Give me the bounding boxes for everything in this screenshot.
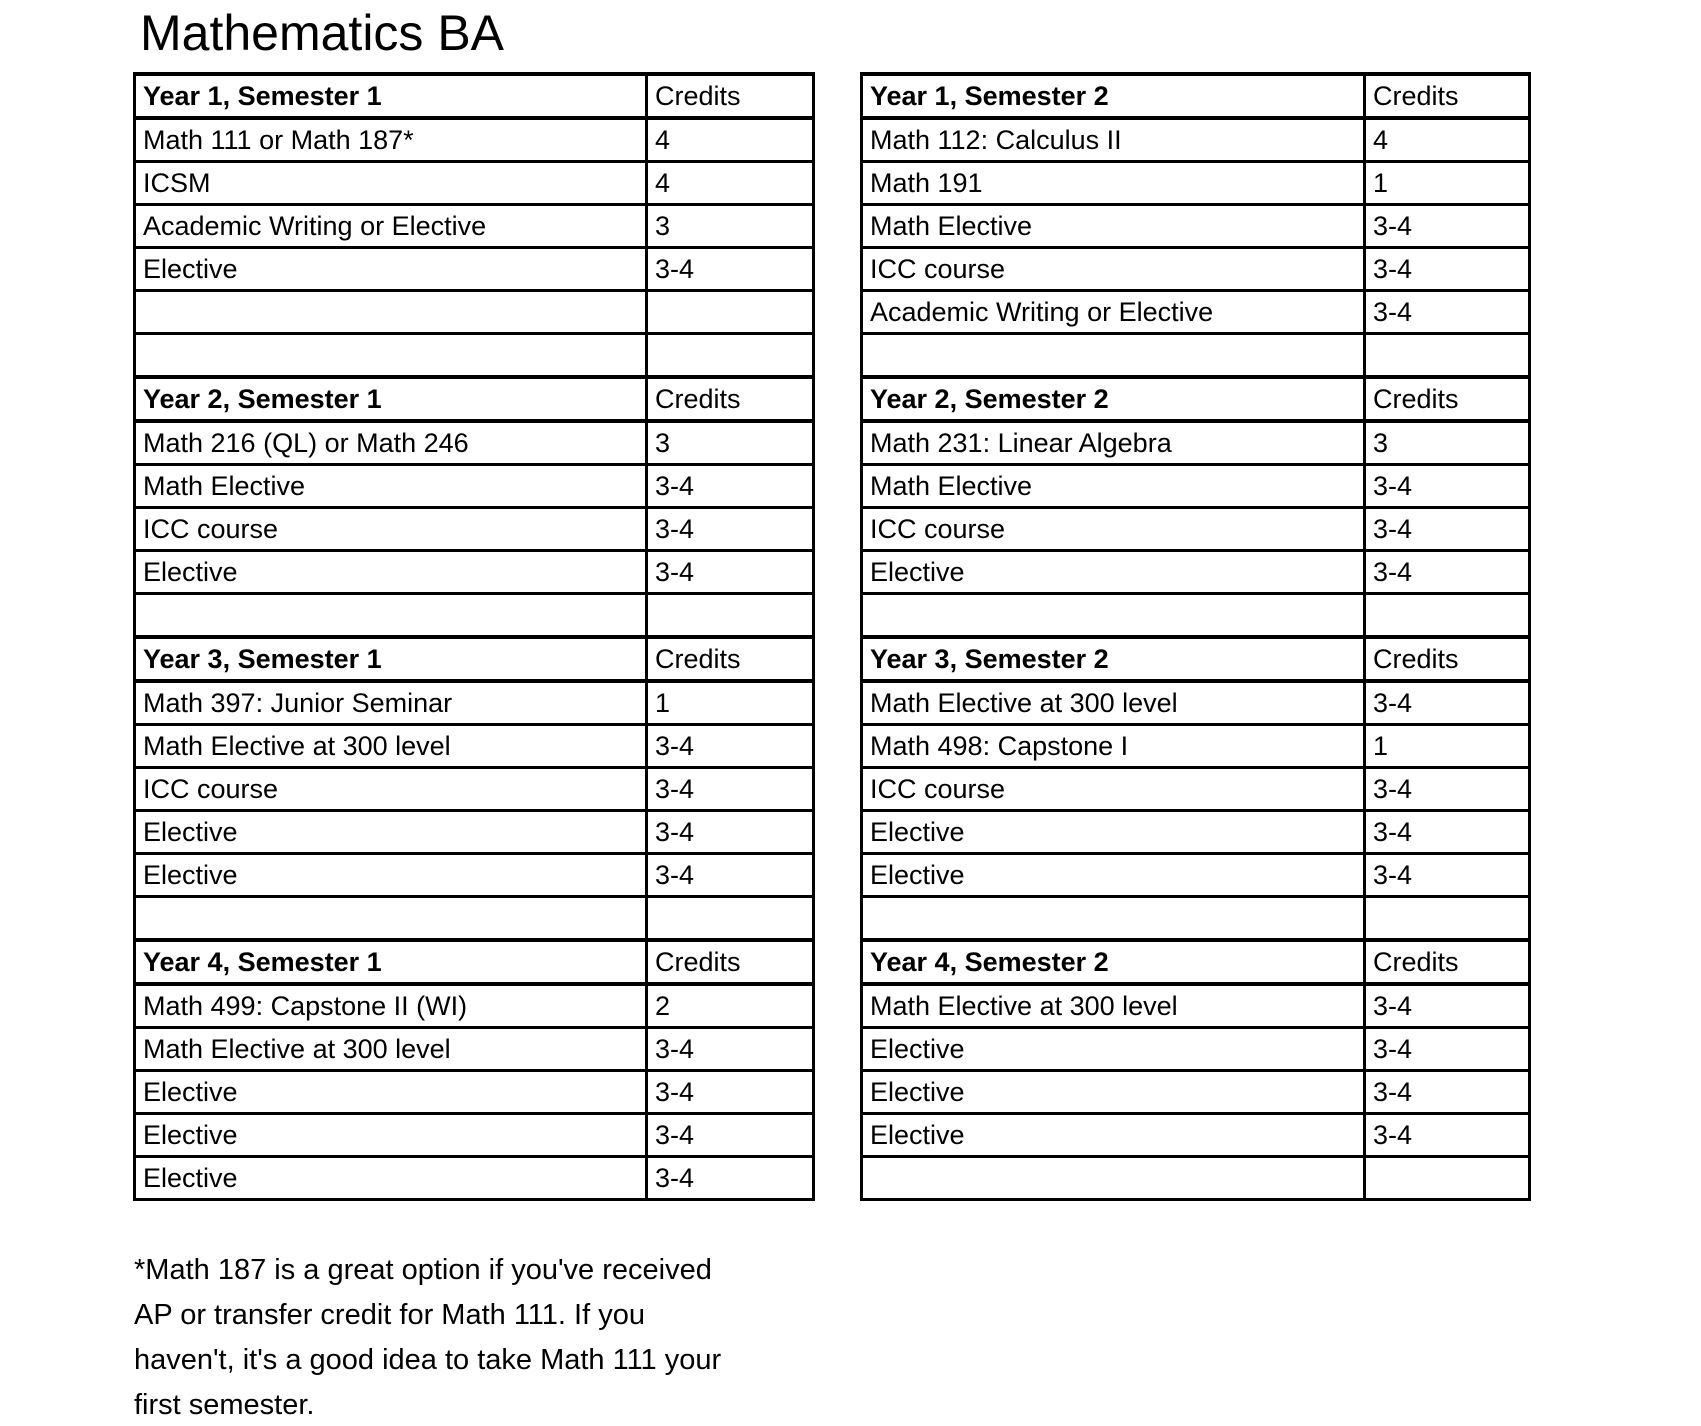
section-title-cell: Year 3, Semester 2 xyxy=(862,637,1365,681)
credits-header-cell: Credits xyxy=(1365,637,1530,681)
course-row xyxy=(135,681,814,725)
course-row xyxy=(862,984,1530,1028)
empty-row xyxy=(862,1157,1530,1200)
course-row xyxy=(862,248,1530,291)
course-row xyxy=(862,1114,1530,1157)
credits-header-cell: Credits xyxy=(1365,377,1530,421)
course-name-cell xyxy=(862,897,1365,941)
footnote xyxy=(134,1248,721,1426)
credits-header-cell: Credits xyxy=(1365,940,1530,984)
empty-row xyxy=(862,897,1530,941)
course-row xyxy=(862,508,1530,551)
course-row xyxy=(862,162,1530,205)
course-name-cell: Math Elective xyxy=(862,465,1365,508)
course-row xyxy=(862,854,1530,897)
course-name-cell xyxy=(862,334,1365,378)
course-name-cell: Math Elective xyxy=(135,465,647,508)
course-name-cell: ICC course xyxy=(135,508,647,551)
section-header-row xyxy=(862,74,1530,118)
semester-plan-table-right xyxy=(860,72,1531,1201)
course-row xyxy=(862,465,1530,508)
course-name-cell: Math 216 (QL) or Math 246 xyxy=(135,421,647,465)
section-title-cell: Year 4, Semester 2 xyxy=(862,940,1365,984)
course-row xyxy=(862,421,1530,465)
credits-cell xyxy=(647,897,814,941)
course-row xyxy=(135,1028,814,1071)
course-name-cell: Math 112: Calculus II xyxy=(862,118,1365,162)
credits-cell xyxy=(1365,897,1530,941)
course-name-cell: Elective xyxy=(135,248,647,291)
course-name-cell: Math 111 or Math 187* xyxy=(135,118,647,162)
footnote-line: *Math 187 is a great option if you've received xyxy=(134,1254,712,1286)
footnote-line: first semester. xyxy=(134,1389,315,1421)
credits-cell: 3-4 xyxy=(1365,768,1530,811)
course-name-cell: Academic Writing or Elective xyxy=(862,291,1365,334)
credits-cell: 3 xyxy=(1365,421,1530,465)
course-name-cell: Elective xyxy=(862,551,1365,594)
course-row xyxy=(135,465,814,508)
empty-row xyxy=(135,897,814,941)
credits-header-cell: Credits xyxy=(1365,74,1530,118)
credits-cell xyxy=(1365,594,1530,638)
credits-cell: 3-4 xyxy=(1365,984,1530,1028)
course-name-cell: Math 231: Linear Algebra xyxy=(862,421,1365,465)
credits-cell: 3-4 xyxy=(647,1071,814,1114)
course-name-cell: Academic Writing or Elective xyxy=(135,205,647,248)
course-row xyxy=(862,205,1530,248)
credits-cell: 1 xyxy=(647,681,814,725)
empty-row xyxy=(135,334,814,378)
course-row xyxy=(862,1071,1530,1114)
course-name-cell: Math Elective at 300 level xyxy=(862,681,1365,725)
credits-cell: 1 xyxy=(1365,725,1530,768)
credits-cell xyxy=(647,291,814,334)
empty-row xyxy=(135,594,814,638)
section-header-row xyxy=(862,940,1530,984)
credits-cell: 4 xyxy=(1365,118,1530,162)
credits-cell: 3 xyxy=(647,205,814,248)
empty-row xyxy=(862,594,1530,638)
course-row xyxy=(862,811,1530,854)
credits-cell: 3-4 xyxy=(1365,465,1530,508)
course-name-cell: Math Elective at 300 level xyxy=(135,725,647,768)
course-name-cell: Elective xyxy=(135,854,647,897)
footnote-line: haven't, it's a good idea to take Math 111 your xyxy=(134,1344,722,1376)
credits-cell: 3-4 xyxy=(1365,205,1530,248)
credits-cell: 3-4 xyxy=(1365,811,1530,854)
course-name-cell: Elective xyxy=(862,1114,1365,1157)
credits-cell xyxy=(1365,334,1530,378)
credits-cell: 3-4 xyxy=(1365,291,1530,334)
section-header-row xyxy=(135,637,814,681)
course-row xyxy=(135,118,814,162)
course-name-cell: ICC course xyxy=(862,768,1365,811)
course-name-cell: Math 498: Capstone I xyxy=(862,725,1365,768)
course-name-cell: Elective xyxy=(862,811,1365,854)
footnote-line: AP or transfer credit for Math 111. If you xyxy=(134,1299,645,1331)
course-name-cell: Elective xyxy=(135,551,647,594)
credits-cell: 3-4 xyxy=(1365,1071,1530,1114)
credits-cell: 3-4 xyxy=(647,508,814,551)
course-name-cell xyxy=(862,1157,1365,1200)
course-row xyxy=(862,681,1530,725)
credits-header-cell: Credits xyxy=(647,637,814,681)
course-row xyxy=(862,725,1530,768)
credits-cell: 1 xyxy=(1365,162,1530,205)
credits-cell xyxy=(647,334,814,378)
credits-cell: 3-4 xyxy=(647,1114,814,1157)
course-row xyxy=(862,1028,1530,1071)
section-title-cell: Year 1, Semester 2 xyxy=(862,74,1365,118)
credits-cell: 3-4 xyxy=(647,725,814,768)
course-name-cell: Math 191 xyxy=(862,162,1365,205)
credits-cell: 3-4 xyxy=(647,811,814,854)
credits-cell: 3 xyxy=(647,421,814,465)
course-row xyxy=(862,551,1530,594)
course-name-cell: ICC course xyxy=(135,768,647,811)
section-title-cell: Year 2, Semester 1 xyxy=(135,377,647,421)
course-row xyxy=(135,811,814,854)
course-name-cell: Math Elective at 300 level xyxy=(862,984,1365,1028)
course-name-cell: Elective xyxy=(862,1071,1365,1114)
section-header-row xyxy=(135,74,814,118)
credits-cell xyxy=(647,594,814,638)
section-title-cell: Year 1, Semester 1 xyxy=(135,74,647,118)
credits-cell: 3-4 xyxy=(647,1157,814,1200)
credits-cell: 3-4 xyxy=(647,248,814,291)
credits-header-cell: Credits xyxy=(647,377,814,421)
course-name-cell xyxy=(862,594,1365,638)
credits-cell xyxy=(1365,1157,1530,1200)
course-name-cell xyxy=(135,291,647,334)
course-name-cell: Math Elective at 300 level xyxy=(135,1028,647,1071)
course-row xyxy=(135,1157,814,1200)
course-name-cell: ICSM xyxy=(135,162,647,205)
course-row xyxy=(135,1114,814,1157)
course-name-cell: Elective xyxy=(135,1157,647,1200)
credits-cell: 3-4 xyxy=(1365,508,1530,551)
course-row xyxy=(135,421,814,465)
course-name-cell: Elective xyxy=(862,1028,1365,1071)
credits-cell: 4 xyxy=(647,118,814,162)
credits-header-cell: Credits xyxy=(647,940,814,984)
credits-cell: 3-4 xyxy=(1365,1028,1530,1071)
course-name-cell: Elective xyxy=(862,854,1365,897)
course-name-cell xyxy=(135,594,647,638)
course-row xyxy=(135,768,814,811)
section-header-row xyxy=(862,377,1530,421)
credits-cell: 3-4 xyxy=(647,854,814,897)
credits-cell: 2 xyxy=(647,984,814,1028)
credits-cell: 3-4 xyxy=(1365,854,1530,897)
course-row xyxy=(135,854,814,897)
credits-cell: 3-4 xyxy=(647,465,814,508)
section-header-row xyxy=(135,940,814,984)
section-title-cell: Year 3, Semester 1 xyxy=(135,637,647,681)
course-row xyxy=(135,162,814,205)
section-title-cell: Year 2, Semester 2 xyxy=(862,377,1365,421)
section-header-row xyxy=(862,637,1530,681)
semester-plan-table-left xyxy=(133,72,815,1201)
course-row xyxy=(862,768,1530,811)
course-row xyxy=(862,291,1530,334)
credits-cell: 3-4 xyxy=(647,1028,814,1071)
page-title: Mathematics BA xyxy=(140,5,505,61)
course-row xyxy=(135,205,814,248)
section-header-row xyxy=(135,377,814,421)
course-name-cell: Elective xyxy=(135,1114,647,1157)
credits-cell: 3-4 xyxy=(1365,248,1530,291)
course-row xyxy=(135,551,814,594)
course-name-cell: ICC course xyxy=(862,248,1365,291)
course-name-cell: Elective xyxy=(135,1071,647,1114)
course-row xyxy=(135,984,814,1028)
course-name-cell xyxy=(135,334,647,378)
course-name-cell: Math 397: Junior Seminar xyxy=(135,681,647,725)
course-name-cell xyxy=(135,897,647,941)
credits-header-cell: Credits xyxy=(647,74,814,118)
credits-cell: 3-4 xyxy=(1365,681,1530,725)
course-name-cell: Math 499: Capstone II (WI) xyxy=(135,984,647,1028)
course-name-cell: Math Elective xyxy=(862,205,1365,248)
credits-cell: 4 xyxy=(647,162,814,205)
course-row xyxy=(135,725,814,768)
course-row xyxy=(862,118,1530,162)
section-title-cell: Year 4, Semester 1 xyxy=(135,940,647,984)
course-name-cell: Elective xyxy=(135,811,647,854)
credits-cell: 3-4 xyxy=(647,551,814,594)
course-row xyxy=(135,248,814,291)
credits-cell: 3-4 xyxy=(647,768,814,811)
course-name-cell: ICC course xyxy=(862,508,1365,551)
credits-cell: 3-4 xyxy=(1365,1114,1530,1157)
empty-row xyxy=(135,291,814,334)
course-row xyxy=(135,1071,814,1114)
empty-row xyxy=(862,334,1530,378)
credits-cell: 3-4 xyxy=(1365,551,1530,594)
course-row xyxy=(135,508,814,551)
